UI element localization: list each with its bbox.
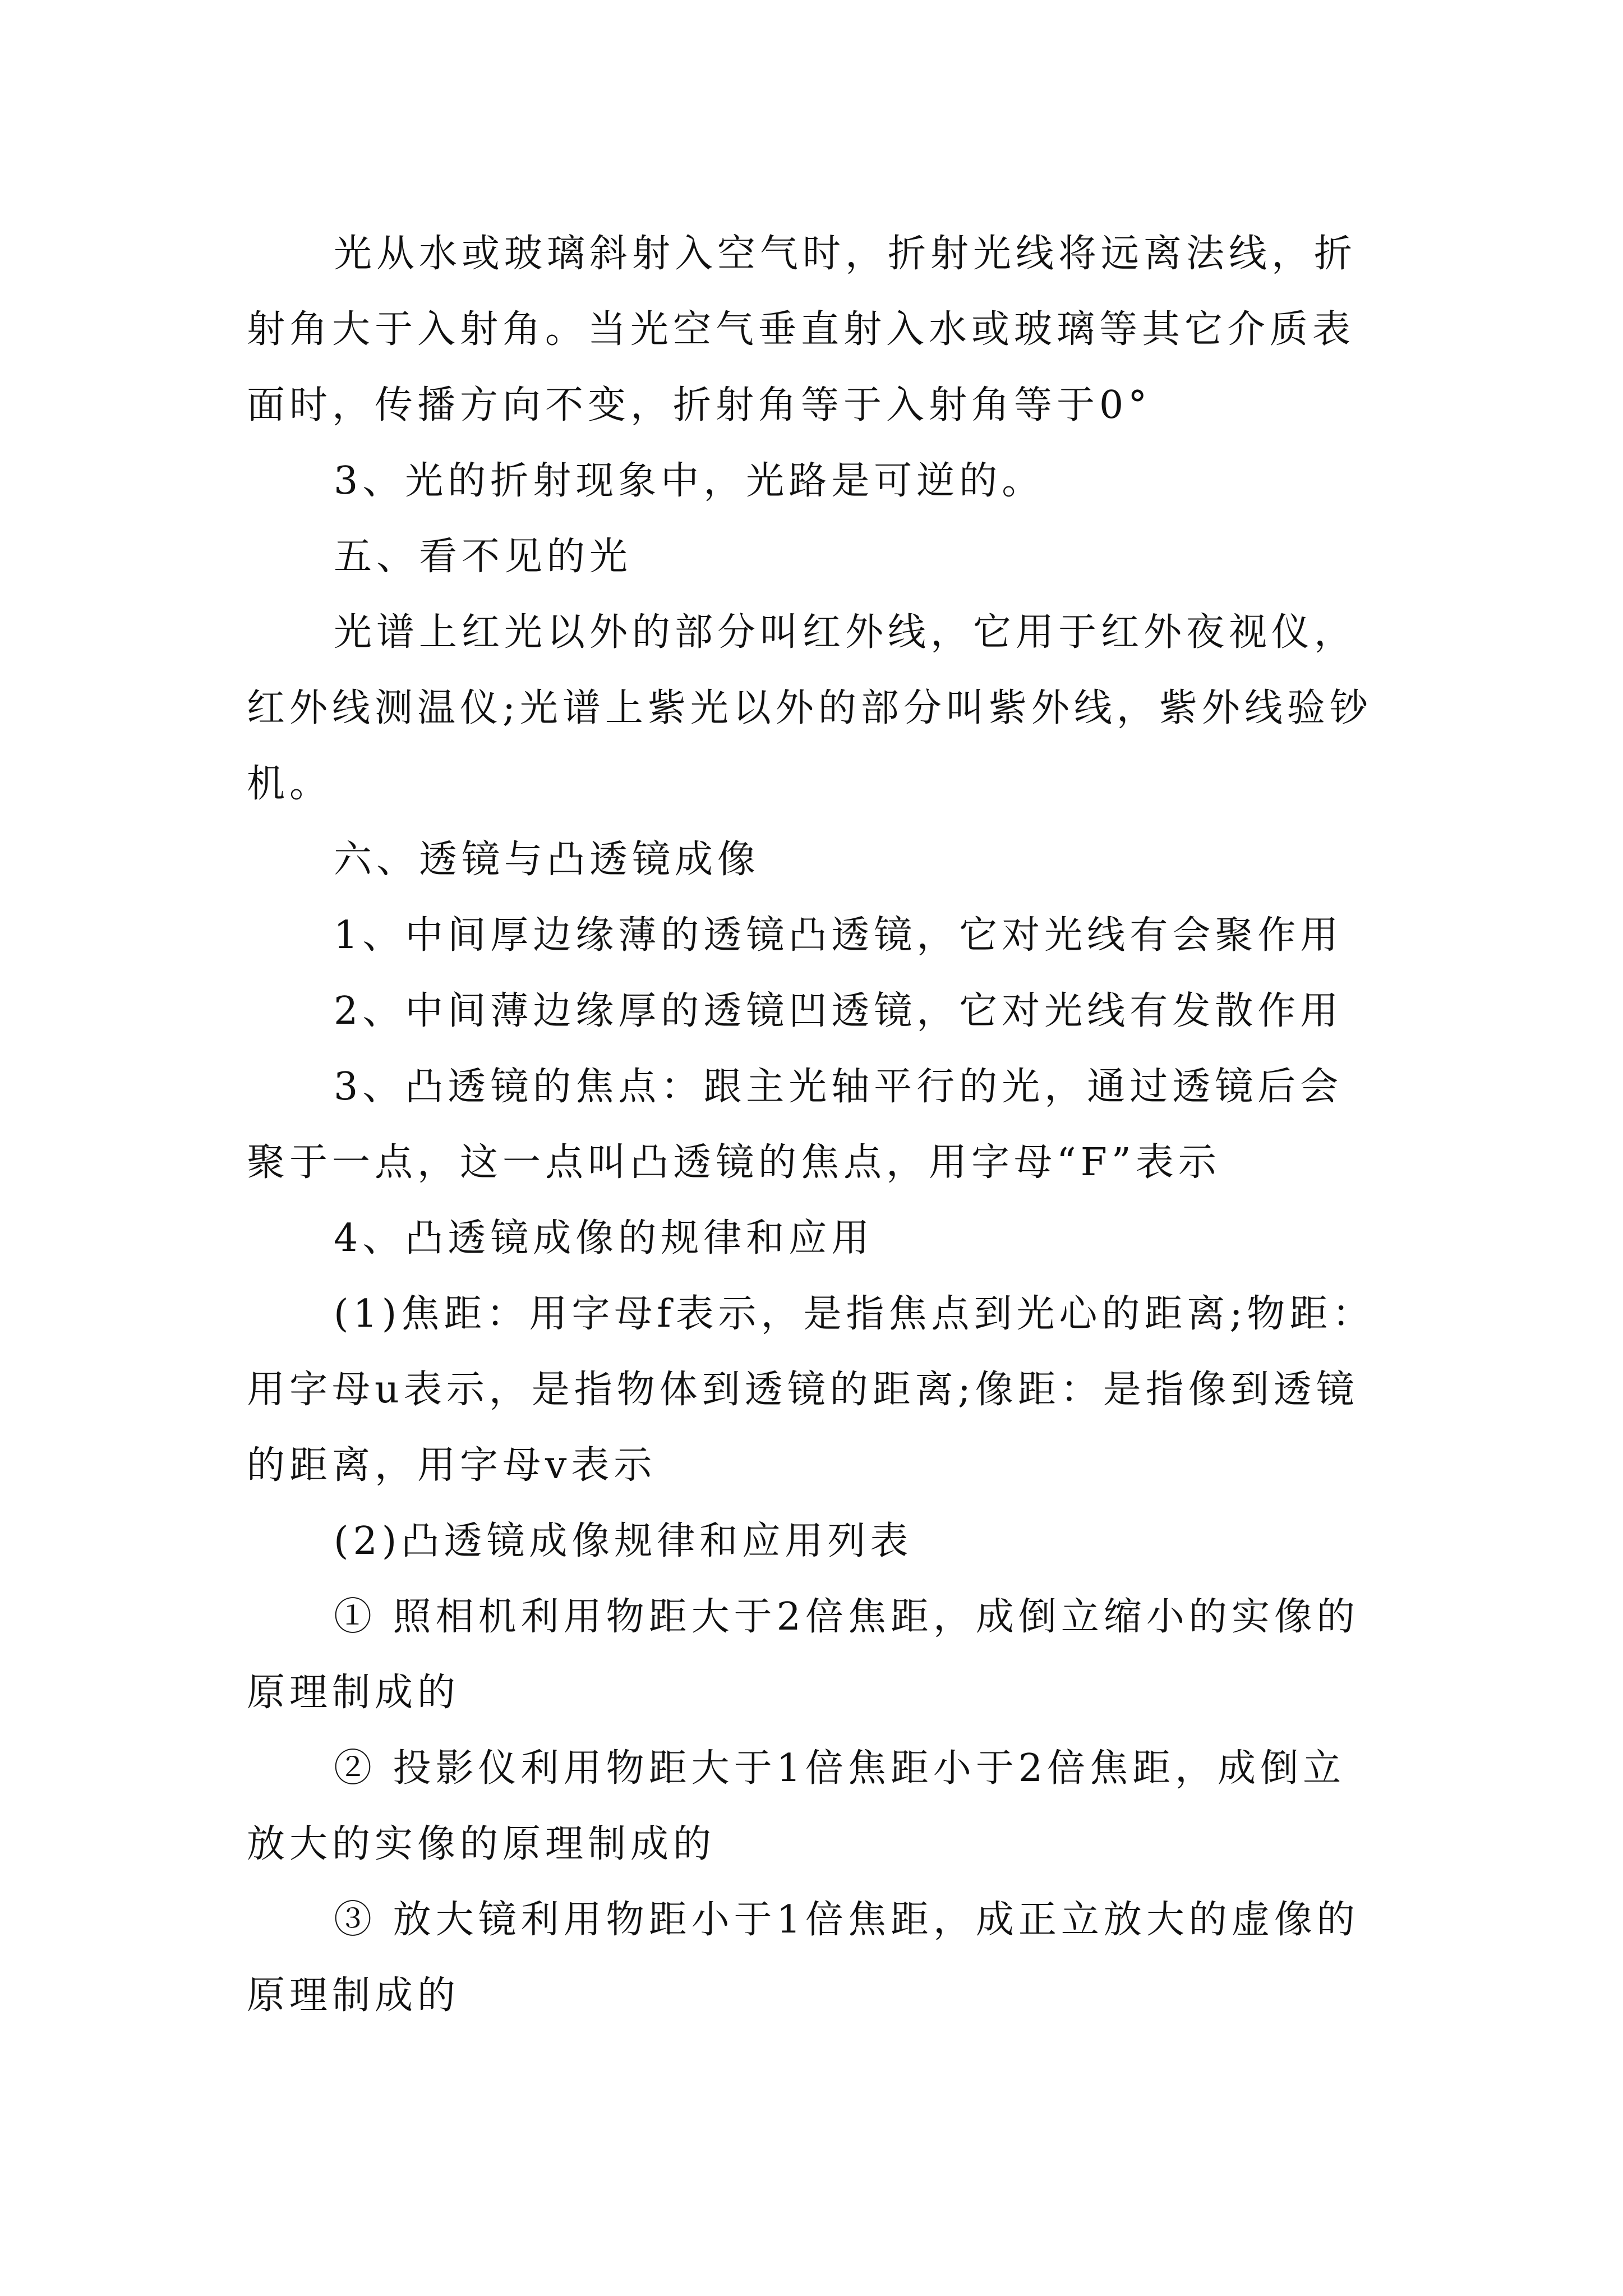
- paragraph-imaging-rules-heading: 4、凸透镜成像的规律和应用: [334, 1216, 874, 1260]
- list-item-projector: ② 投影仪利用物距大于1倍焦距小于2倍焦距，成倒立放大的实像的原理制成的: [247, 1746, 1346, 1866]
- document-body: [247, 216, 1385, 2033]
- paragraph-refraction-water-to-air: 光从水或玻璃斜射入空气时，折射光线将远离法线，折射角大于入射角。当光空气垂直射入水或玻璃等其它介质表面时，传播方向不变，折射角等于入射角等于0°: [247, 232, 1357, 427]
- paragraph-rules-table-heading: (2)凸透镜成像规律和应用列表: [334, 1519, 913, 1563]
- paragraph-infrared-ultraviolet: 光谱上红光以外的部分叫红外线，它用于红外夜视仪，红外线测温仪;光谱上紫光以外的部分叫紫外线，紫外线验钞机。: [247, 610, 1372, 806]
- list-item-magnifier: ③ 放大镜利用物距小于1倍焦距，成正立放大的虚像的原理制成的: [247, 1898, 1359, 2018]
- paragraph-convex-lens: 1、中间厚边缘薄的透镜凸透镜，它对光线有会聚作用: [334, 913, 1343, 958]
- paragraph-concave-lens: 2、中间薄边缘厚的透镜凹透镜，它对光线有发散作用: [334, 989, 1343, 1033]
- section-heading-lens-imaging: 六、透镜与凸透镜成像: [334, 838, 760, 882]
- paragraph-focal-point: 3、凸透镜的焦点：跟主光轴平行的光，通过透镜后会聚于一点，这一点叫凸透镜的焦点，用字母“F”表示: [247, 1065, 1343, 1185]
- paragraph-focal-object-image-distance: (1)焦距：用字母f表示，是指焦点到光心的距离;物距：用字母u表示，是指物体到透镜的距离;像距：是指像到透镜的距离，用字母v表示: [247, 1292, 1375, 1488]
- paragraph-reversible-light-path: 3、光的折射现象中，光路是可逆的。: [334, 459, 1045, 503]
- section-heading-invisible-light: 五、看不见的光: [334, 535, 633, 579]
- list-item-camera: ① 照相机利用物距大于2倍焦距，成倒立缩小的实像的原理制成的: [247, 1595, 1359, 1715]
